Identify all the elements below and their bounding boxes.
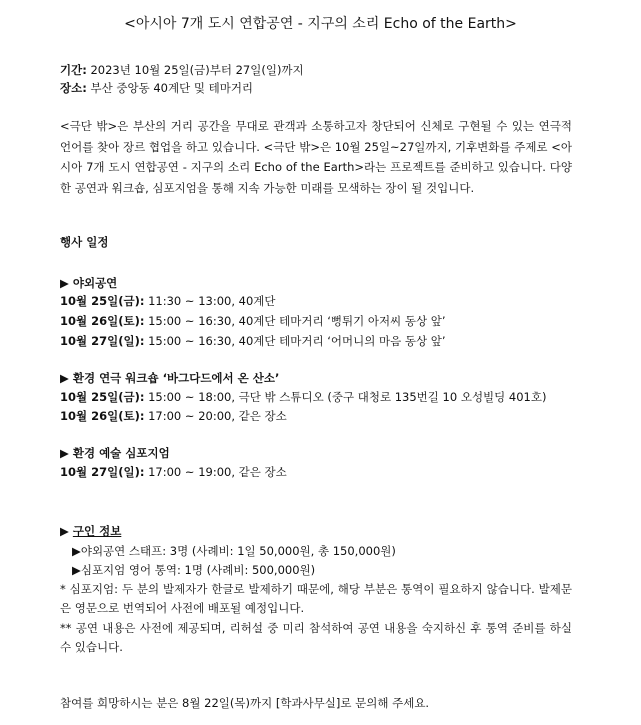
note-symposium: * 심포지엄: 두 분의 발제자가 한글로 발제하기 때문에, 해당 부분은 통역이 필요하지 않습니다. 발제문은 영문으로 번역되어 사전에 배포될 예정입니다. — [60, 582, 572, 615]
event-date: 10월 25일(금): — [60, 294, 145, 308]
place-label: 장소: — [60, 81, 87, 95]
event-row — [60, 313, 446, 329]
schedule-heading: 행사 일정 — [60, 235, 109, 249]
event-date: 10월 27일(일): — [60, 334, 145, 348]
event-row — [60, 464, 287, 480]
recruit-heading — [60, 523, 121, 539]
event-detail: 11:30 ~ 13:00, 40계단 — [144, 294, 276, 308]
note-performance: ** 공연 내용은 사전에 제공되며, 리허설 중 미리 참석하여 공연 내용을 숙지하신 후 통역 준비를 하실 수 있습니다. — [60, 621, 572, 654]
event-date: 10월 26일(토): — [60, 314, 145, 328]
footer-contact: 참여를 희망하시는 분은 8월 22일(목)까지 [학과사무실]로 문의해 주세요. — [60, 696, 430, 710]
recruit-arrow: ▶ — [60, 524, 73, 538]
event-row — [60, 389, 546, 405]
period-value: 2023년 10월 25일(금)부터 27일(일)까지 — [86, 63, 304, 77]
event-date: 10월 25일(금): — [60, 390, 145, 404]
event-detail: 17:00 ~ 19:00, 같은 장소 — [144, 465, 287, 479]
event-row — [60, 333, 446, 349]
event-detail: 15:00 ~ 18:00, 극단 밖 스튜디오 (중구 대청로 135번길 10 오성빌딩 401호) — [144, 390, 547, 404]
event-row — [60, 293, 276, 309]
period-label: 기간: — [60, 63, 87, 77]
recruit-item-staff: ▶야외공연 스태프: 3명 (사례비: 1일 50,000원, 총 150,000원) — [72, 544, 396, 558]
recruit-item-interpreter: ▶심포지엄 영어 통역: 1명 (사례비: 500,000원) — [72, 563, 316, 577]
event-detail: 17:00 ~ 20:00, 같은 장소 — [144, 409, 287, 423]
document-title: <아시아 7개 도시 연합공연 - 지구의 소리 Echo of the Earth> — [124, 16, 517, 32]
event-title-outdoor: ▶ 야외공연 — [60, 276, 118, 290]
event-title-symposium: ▶ 환경 예술 심포지엄 — [60, 446, 170, 460]
intro-paragraph: <극단 밖>은 부산의 거리 공간을 무대로 관객과 소통하고자 창단되어 신체로 구현될 수 있는 연극적 언어를 찾아 장르 협업을 하고 있습니다. <극단 밖>은 10월 25일~27일까지, 기후변화를 주제로 <아시아 7개 도시 연합공연 - 지구의 소리 Echo of the Earth>라는 프로젝트를 준비하고 있습니다. 다양한 공연과 워크숍, 심포지엄을 통해 지속 가능한 미래를 모색하는 장이 될 것입니다. — [60, 119, 572, 195]
event-date: 10월 26일(토): — [60, 409, 145, 423]
place-value: 부산 중앙동 40계단 및 테마거리 — [86, 81, 254, 95]
place-line — [60, 80, 253, 96]
period-line — [60, 62, 304, 78]
event-detail: 15:00 ~ 16:30, 40계단 테마거리 ‘뻥튀기 아저씨 동상 앞’ — [144, 314, 446, 328]
event-date: 10월 27일(일): — [60, 465, 145, 479]
recruit-title: 구인 정보 — [72, 524, 122, 538]
event-row — [60, 408, 287, 424]
event-title-workshop: ▶ 환경 연극 워크숍 ‘바그다드에서 온 산소’ — [60, 371, 280, 385]
event-detail: 15:00 ~ 16:30, 40계단 테마거리 ‘어머니의 마음 동상 앞’ — [144, 334, 446, 348]
